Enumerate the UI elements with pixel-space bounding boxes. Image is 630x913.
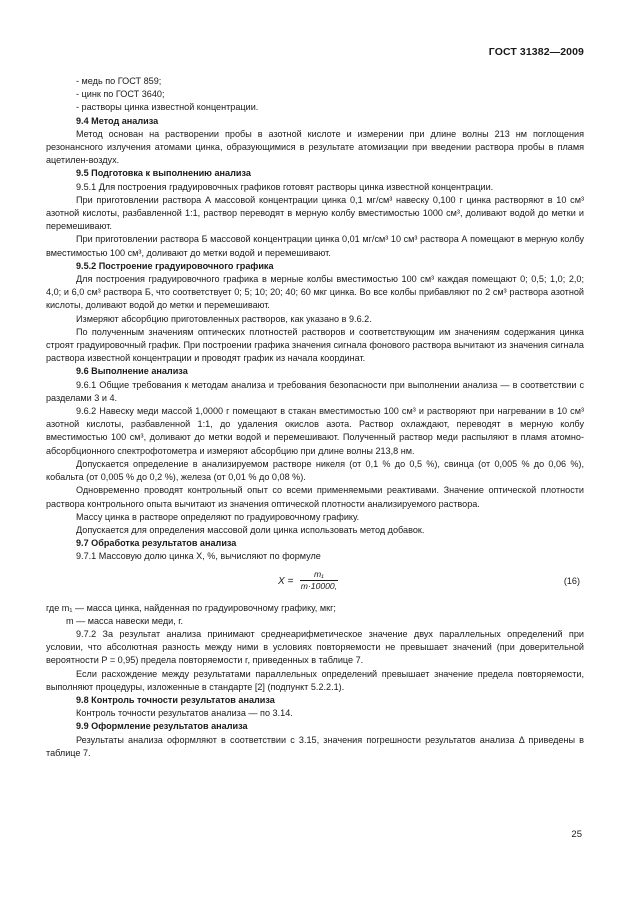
- paragraph: При приготовлении раствора А массовой концентрации цинка 0,1 мг/см³ навеску 0,100 г цинка растворяют в 10 см³ азотной кислоты, разбавленной 1:1, раствор переводят в мерную колбу вместимостью 1000 см³, доливают водой до метки и перемешивают.: [46, 194, 584, 232]
- paragraph: 9.7.2 За результат анализа принимают среднеарифметическое значение двух параллельных определений при условии, что абсолютная разность между ними в условиях повторяемости не превышает значений (при доверительной вероятности P = 0,95) предела повторяемости r, приведенных в таблице 7.: [46, 628, 584, 666]
- paragraph: Одновременно проводят контрольный опыт со всеми применяемыми реактивами. Значение оптической плотности раствора контрольного опыта вычитают из значения оптической плотности анализируемого раствора.: [46, 485, 584, 509]
- page-number: 25: [571, 829, 582, 840]
- paragraph: Измеряют абсорбцию приготовленных растворов, как указано в 9.6.2.: [76, 313, 372, 324]
- paragraph: 9.7.1 Массовую долю цинка X, %, вычисляют по формуле: [76, 551, 321, 562]
- section-heading-9-6: 9.6 Выполнение анализа: [76, 366, 188, 377]
- paragraph: 9.6.2 Навеску меди массой 1,0000 г помещают в стакан вместимостью 100 см³ и растворяют при нагревании в 10 см³ азотной кислоты, разбавленной 1:1, до удаления окислов азота. Раствор охлаждают, переводят в мерную колбу вместимостью 100 см³, доливают до метки водой и перемешивают. Полученный раствор меди распыляют в пламя атомно-абсорбционного спектрофотометра и измеряют абсорбцию при длине волны 213,8 нм.: [46, 406, 584, 456]
- paragraph: Допускается определение в анализируемом растворе никеля (от 0,1 % до 0,5 %), свинца (от 0,005 % до 0,06 %), кобальта (от 0,005 % до 0,2 %), железа (от 0,01 % до 0,08 %).: [46, 458, 584, 483]
- paragraph: Если расхождение между результатами параллельных определений превышает значение предела повторяемости, выполняют процедуры, изложенные в стандарте [2] (подпункт 5.2.2.1).: [46, 668, 584, 692]
- paragraph: Для построения градуировочного графика в мерные колбы вместимостью 100 см³ каждая помещают 0; 0,5; 1,0; 2,0; 4,0; и 6,0 см³ раствора Б, что соответствует 0; 5; 10; 20; 40; 60 мкг цинка. Во все колбы прибавляют по 2 см³ раствора азотной кислоты, доливают водой до метки и перемешивают.: [46, 274, 584, 311]
- paragraph: Результаты анализа оформляют в соответствии с 3.15, значения погрешности результатов анализа Δ приведены в таблице 7.: [46, 734, 584, 758]
- paragraph: 9.5.1 Для построения градуировочных графиков готовят растворы цинка известной концентрации.: [76, 181, 494, 192]
- paragraph: Метод основан на растворении пробы в азотной кислоте и измерении при длине волны 213 нм поглощения резонансного излучения атомами цинка, образующимися в результате атомизации при введении раствора пробы в пламя ацетилен-воздух.: [46, 128, 584, 166]
- paragraph: Допускается для определения массовой доли цинка использовать метод добавок.: [76, 524, 425, 535]
- section-heading-9-4: 9.4 Метод анализа: [76, 115, 159, 126]
- list-item: - цинк по ГОСТ 3640;: [76, 89, 165, 100]
- paragraph: Контроль точности результатов анализа — по 3.14.: [76, 708, 293, 719]
- standard-code: ГОСТ 31382—2009: [488, 46, 584, 58]
- section-heading-9-5-2: 9.5.2 Построение градуировочного графика: [76, 260, 274, 271]
- paragraph: По полученным значениям оптических плотностей растворов и соответствующим им значениям содержания цинка строят градуировочный график. При построении графика значения сигнала фонового раствора вычитают из значения сигнала раствора известной концентрации и проводят график из начала координат.: [46, 326, 584, 364]
- section-heading-9-5: 9.5 Подготовка к выполнению анализа: [76, 168, 251, 179]
- formula-denominator: m·10000,: [300, 580, 338, 591]
- formula-numerator: m₁: [300, 569, 338, 581]
- section-heading-9-8: 9.8 Контроль точности результатов анализа: [76, 694, 275, 705]
- list-item: - медь по ГОСТ 859;: [76, 76, 162, 86]
- formula-16: [46, 569, 584, 599]
- formula-lhs: X =: [278, 575, 294, 587]
- legend-line: где m₁ — масса цинка, найденная по градуировочному графику, мкг;: [46, 602, 336, 613]
- paragraph: При приготовлении раствора Б массовой концентрации цинка 0,01 мг/см³ 10 см³ раствора А помещают в мерную колбу вместимостью 100 см³, доливают до метки водой и перемешивают.: [46, 234, 584, 258]
- list-item: - растворы цинка известной концентрации.: [76, 102, 259, 113]
- paragraph: Массу цинка в растворе определяют по градуировочному графику.: [76, 511, 360, 522]
- section-heading-9-7: 9.7 Обработка результатов анализа: [76, 538, 237, 549]
- section-heading-9-9: 9.9 Оформление результатов анализа: [76, 721, 248, 732]
- paragraph: 9.6.1 Общие требования к методам анализа и требования безопасности при выполнении анализа — в соответствии с разделами 3 и 4.: [46, 379, 584, 403]
- formula-number: (16): [563, 575, 580, 586]
- legend-line: m — масса навески меди, г.: [66, 615, 183, 626]
- formula-fraction: [300, 569, 338, 592]
- document-body: [46, 75, 584, 760]
